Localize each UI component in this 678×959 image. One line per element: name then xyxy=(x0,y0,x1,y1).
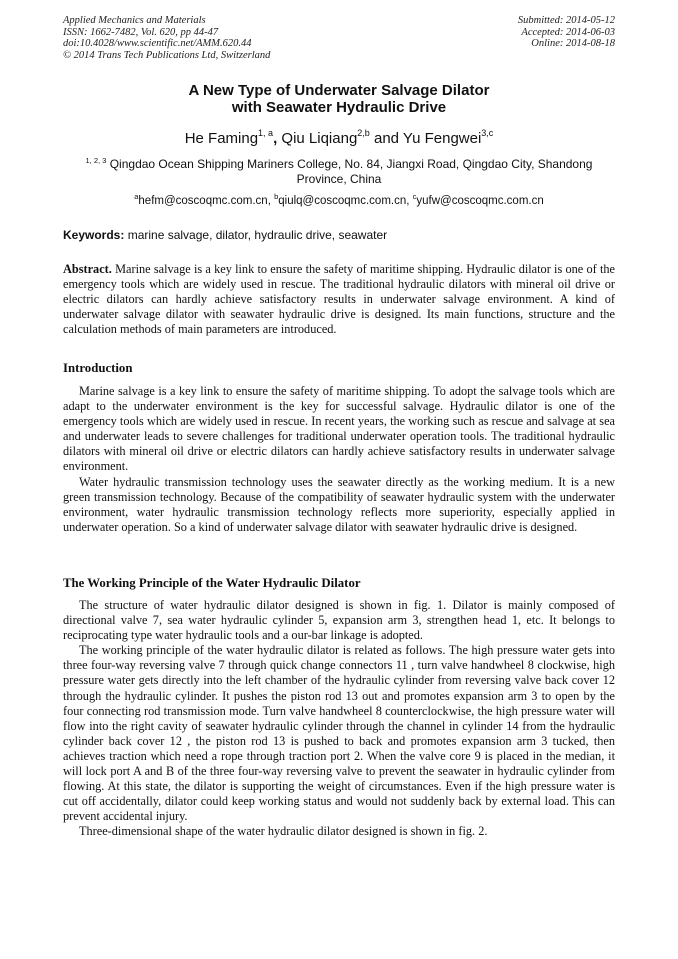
journal-header-right xyxy=(518,15,615,50)
abstract-text: Marine salvage is a key link to ensure the safety of maritime shipping. Hydraulic dilator is one of the emergency tools which are widely used in rescue. The traditional hydraulic dilators with mineral oil drive or electric dilators can hardly achieve satisfactory results in underwater salvage environment. A kind of underwater salvage dilator with seawater hydraulic drive is designed. Its main functions, structure and the calculation methods of main parameters are introduced. xyxy=(63,262,615,337)
author-superscript: 2,b xyxy=(357,128,370,138)
email-address[interactable]: qiulq@coscoqmc.com.cn xyxy=(278,195,407,207)
section-heading-introduction: Introduction xyxy=(63,361,133,375)
working-principle-body xyxy=(63,598,615,840)
affiliation xyxy=(70,157,608,186)
introduction-body xyxy=(63,384,615,535)
email-superscript: a xyxy=(134,192,139,201)
paragraph: The structure of water hydraulic dilator designed is shown in fig. 1. Dilator is mainly composed of directional valve 7, sea water hydraulic cylinder 5, expansion arm 3, strengthen head 1, etc. It belongs to reciprocating type water hydraulic tools and a our-bar linkage is adopted. xyxy=(63,598,615,643)
author-superscript: 1, a xyxy=(258,128,274,138)
title-line-2: with Seawater Hydraulic Drive xyxy=(231,99,447,116)
keywords-text: marine salvage, dilator, hydraulic drive, seawater xyxy=(124,228,388,242)
paper-title xyxy=(0,82,678,116)
paragraph: Marine salvage is a key link to ensure the safety of maritime shipping. To adopt the salvage tools which are adapt to the underwater environment is the key for successful salvage. Hydraulic dilator is one of the emergency tools which are widely used in rescue. In recent years, the working such as rescue and salvage at sea and underwater leads to severe challenges for traditional underwater operation tools. The traditional hydraulic dilators with mineral oil drive or electric dilators can hardly achieve satisfactory results in underwater salvage environment. xyxy=(63,384,615,474)
abstract xyxy=(63,262,615,337)
email-address[interactable]: hefm@coscoqmc.com.cn xyxy=(138,195,268,207)
paragraph: Water hydraulic transmission technology uses the seawater directly as the working medium. It is a new green transmission technology. Because of the compatibility of seawater hydraulic system with the underwater environment, water hydraulic transmission technology reflects more superiority, especially applied in underwater operation. So a kind of underwater salvage dilator with seawater hydraulic drive is designed. xyxy=(63,474,615,534)
email-list: $^a$hefm@coscoqmc.com.cn, $^b$qiulq@coscoqmc.com.cn, $^c$yufw@coscoqmc.com.cn xyxy=(134,192,544,207)
affiliation-text: Qingdao Ocean Shipping Mariners College, No. 84, Jiangxi Road, Qingdao City, Shandong Province, China xyxy=(109,157,593,186)
date-submitted: Submitted: 2014-05-12 xyxy=(517,15,615,26)
author-separator: , xyxy=(273,130,282,147)
email-superscript: c xyxy=(412,192,417,201)
date-online: Online: 2014-08-18 xyxy=(531,38,615,50)
author-name: Qiu Liqiang xyxy=(281,130,358,147)
keywords-label: Keywords: xyxy=(63,228,125,242)
journal-header-left xyxy=(63,15,270,61)
author-name: Yu Fengwei xyxy=(402,130,482,147)
journal-issn: ISSN: 1662-7482, Vol. 620, pp 44-47 xyxy=(63,26,219,38)
author-name: He Faming xyxy=(184,130,259,147)
keywords xyxy=(63,228,615,242)
paragraph: The working principle of the water hydraulic dilator is related as follows. The high pressure water gets into three four-way reversing valve 7 through quick change connectors 11 , turn valve handwheel 8 clockwise, high pressure water gets directly into the left chamber of the hydraulic cylinder from reversing valve back cover 12 through the hydraulic cylinder. It pushes the piston rod 13 out and promotes expansion arm 3 to open by the four connecting rod transmission mode. Turn valve handwheel 8 counterclockwise, the high pressure water will flow into the right cavity of seawater hydraulic cylinder through the channel in cylinder 14 from the hydraulic cylinder back cover 12 , the piston rod 13 is pushed to back and promotes expansion arm 3 tucked, then achieves traction which need a rope through traction port 2. When the valve core 9 is placed in the median, it will lock port A and B of the three four-way reversing valve to prevent the seawater in hydraulic cylinder from flowing. At this state, the dilator is supporting the weight of circumstances. Even if the high pressure water is cut off accidentally, dilator could keep working status and would not suddenly back by external load. This can prevent accidental injury. xyxy=(63,643,615,824)
title-line-1: A New Type of Underwater Salvage Dilator xyxy=(188,82,490,99)
paragraph: Three-dimensional shape of the water hydraulic dilator designed is shown in fig. 2. xyxy=(79,824,488,839)
author-separator: and xyxy=(369,130,403,147)
abstract-label: Abstract. xyxy=(63,262,112,276)
journal-name: Applied Mechanics and Materials xyxy=(63,15,206,26)
date-accepted: Accepted: 2014-06-03 xyxy=(521,26,615,38)
author-superscript: 3,c xyxy=(481,128,494,138)
journal-doi: doi:10.4028/www.scientific.net/AMM.620.44 xyxy=(63,38,252,50)
section-heading-working-principle: The Working Principle of the Water Hydraulic Dilator xyxy=(63,576,361,590)
email-address[interactable]: yufw@coscoqmc.com.cn xyxy=(416,195,544,207)
author-list xyxy=(0,130,678,148)
journal-copyright: © 2014 Trans Tech Publications Ltd, Switzerland xyxy=(63,49,271,61)
affiliation-superscript: 1, 2, 3 xyxy=(85,156,107,165)
email-superscript: b xyxy=(274,192,279,201)
